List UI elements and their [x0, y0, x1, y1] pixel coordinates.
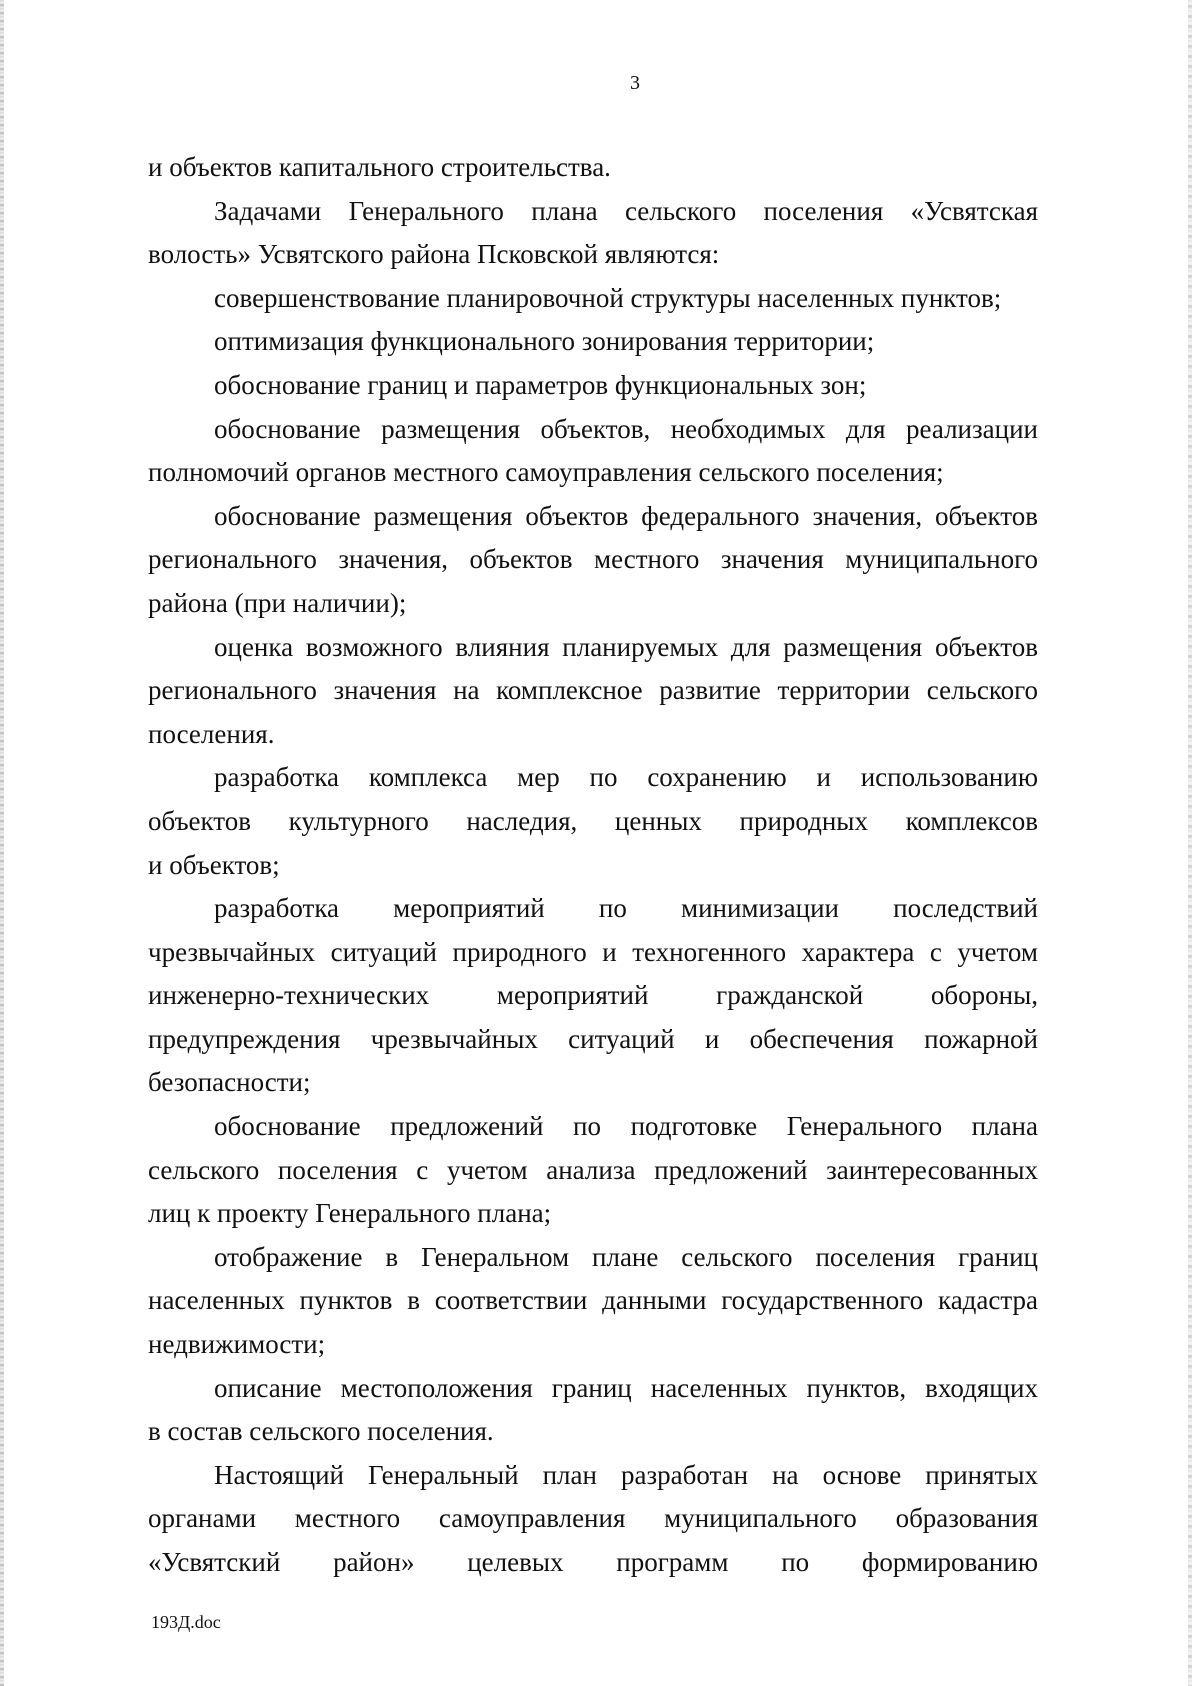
text-line: безопасности; — [148, 1067, 311, 1098]
text-line: совершенствование планировочной структуры населенных пунктов; — [214, 282, 1002, 313]
text-line: регионального значения на комплексное развитие территории сельского — [148, 675, 1038, 706]
text-line: «Усвятский район» целевых программ по формированию — [148, 1547, 1038, 1577]
text-line: Настоящий Генеральный план разработан на основе принятых — [214, 1459, 1038, 1490]
text-line: регионального значения, объектов местного значения муниципального — [148, 544, 1038, 575]
text-line: оптимизация функционального зонирования территории; — [214, 326, 875, 357]
text-line: инженерно-технических мероприятий гражданской обороны, — [148, 980, 1038, 1011]
list-item — [148, 408, 1038, 495]
text-line: и объектов; — [148, 849, 280, 880]
text-line: лиц к проекту Генерального плана; — [148, 1198, 552, 1229]
list-item — [148, 626, 1038, 757]
text-line: населенных пунктов в соответствии данными государственного кадастра — [148, 1285, 1038, 1316]
list-item — [148, 887, 1038, 1105]
list-item — [148, 277, 1038, 321]
text-line: обоснование границ и параметров функциональных зон; — [214, 369, 867, 400]
footer-filename: 193Д.doc — [151, 1612, 221, 1632]
paragraph — [148, 1454, 1038, 1585]
text-line: оценка возможного влияния планируемых для размещения объектов — [214, 631, 1038, 662]
text-line: района (при наличии); — [148, 587, 407, 618]
paragraph — [148, 190, 1038, 277]
text-line: Задачами Генерального плана сельского поселения «Усвятская — [214, 195, 1038, 226]
list-item — [148, 756, 1038, 887]
text-line: описание местоположения границ населенных пунктов, входящих — [214, 1372, 1038, 1403]
list-item — [148, 1236, 1038, 1367]
scan-edge-left — [0, 0, 4, 1686]
page-number: 3 — [630, 72, 640, 94]
text-line: и объектов капитального строительства. — [148, 152, 611, 182]
text-line: обоснование размещения объектов, необходимых для реализации — [214, 413, 1038, 444]
list-item — [148, 495, 1038, 626]
text-line: полномочий органов местного самоуправления сельского поселения; — [148, 457, 944, 488]
text-line: чрезвычайных ситуаций природного и техногенного характера с учетом — [148, 936, 1038, 967]
document-body — [148, 146, 1038, 1585]
text-line: поселения. — [148, 718, 275, 749]
text-line: объектов культурного наследия, ценных природных комплексов — [148, 805, 1038, 836]
list-item — [148, 1367, 1038, 1454]
list-item — [148, 320, 1038, 364]
text-line: волость» Усвятского района Псковской являются: — [148, 239, 720, 270]
text-line: в состав сельского поселения. — [148, 1416, 494, 1447]
text-line: разработка комплекса мер по сохранению и использованию — [214, 762, 1038, 793]
scan-edge-right — [1188, 0, 1192, 1686]
text-line: обоснование размещения объектов федерального значения, объектов — [214, 500, 1038, 531]
text-line: органами местного самоуправления муниципального образования — [148, 1503, 1038, 1534]
list-item — [148, 1105, 1038, 1236]
paragraph — [148, 146, 1038, 190]
text-line: разработка мероприятий по минимизации последствий — [214, 893, 1038, 924]
text-line: обоснование предложений по подготовке Генерального плана — [214, 1111, 1038, 1142]
list-item — [148, 364, 1038, 408]
text-line: отображение в Генеральном плане сельского поселения границ — [214, 1241, 1038, 1272]
text-line: предупреждения чрезвычайных ситуаций и обеспечения пожарной — [148, 1023, 1038, 1054]
text-line: сельского поселения с учетом анализа предложений заинтересованных — [148, 1154, 1038, 1185]
text-line: недвижимости; — [148, 1329, 326, 1360]
